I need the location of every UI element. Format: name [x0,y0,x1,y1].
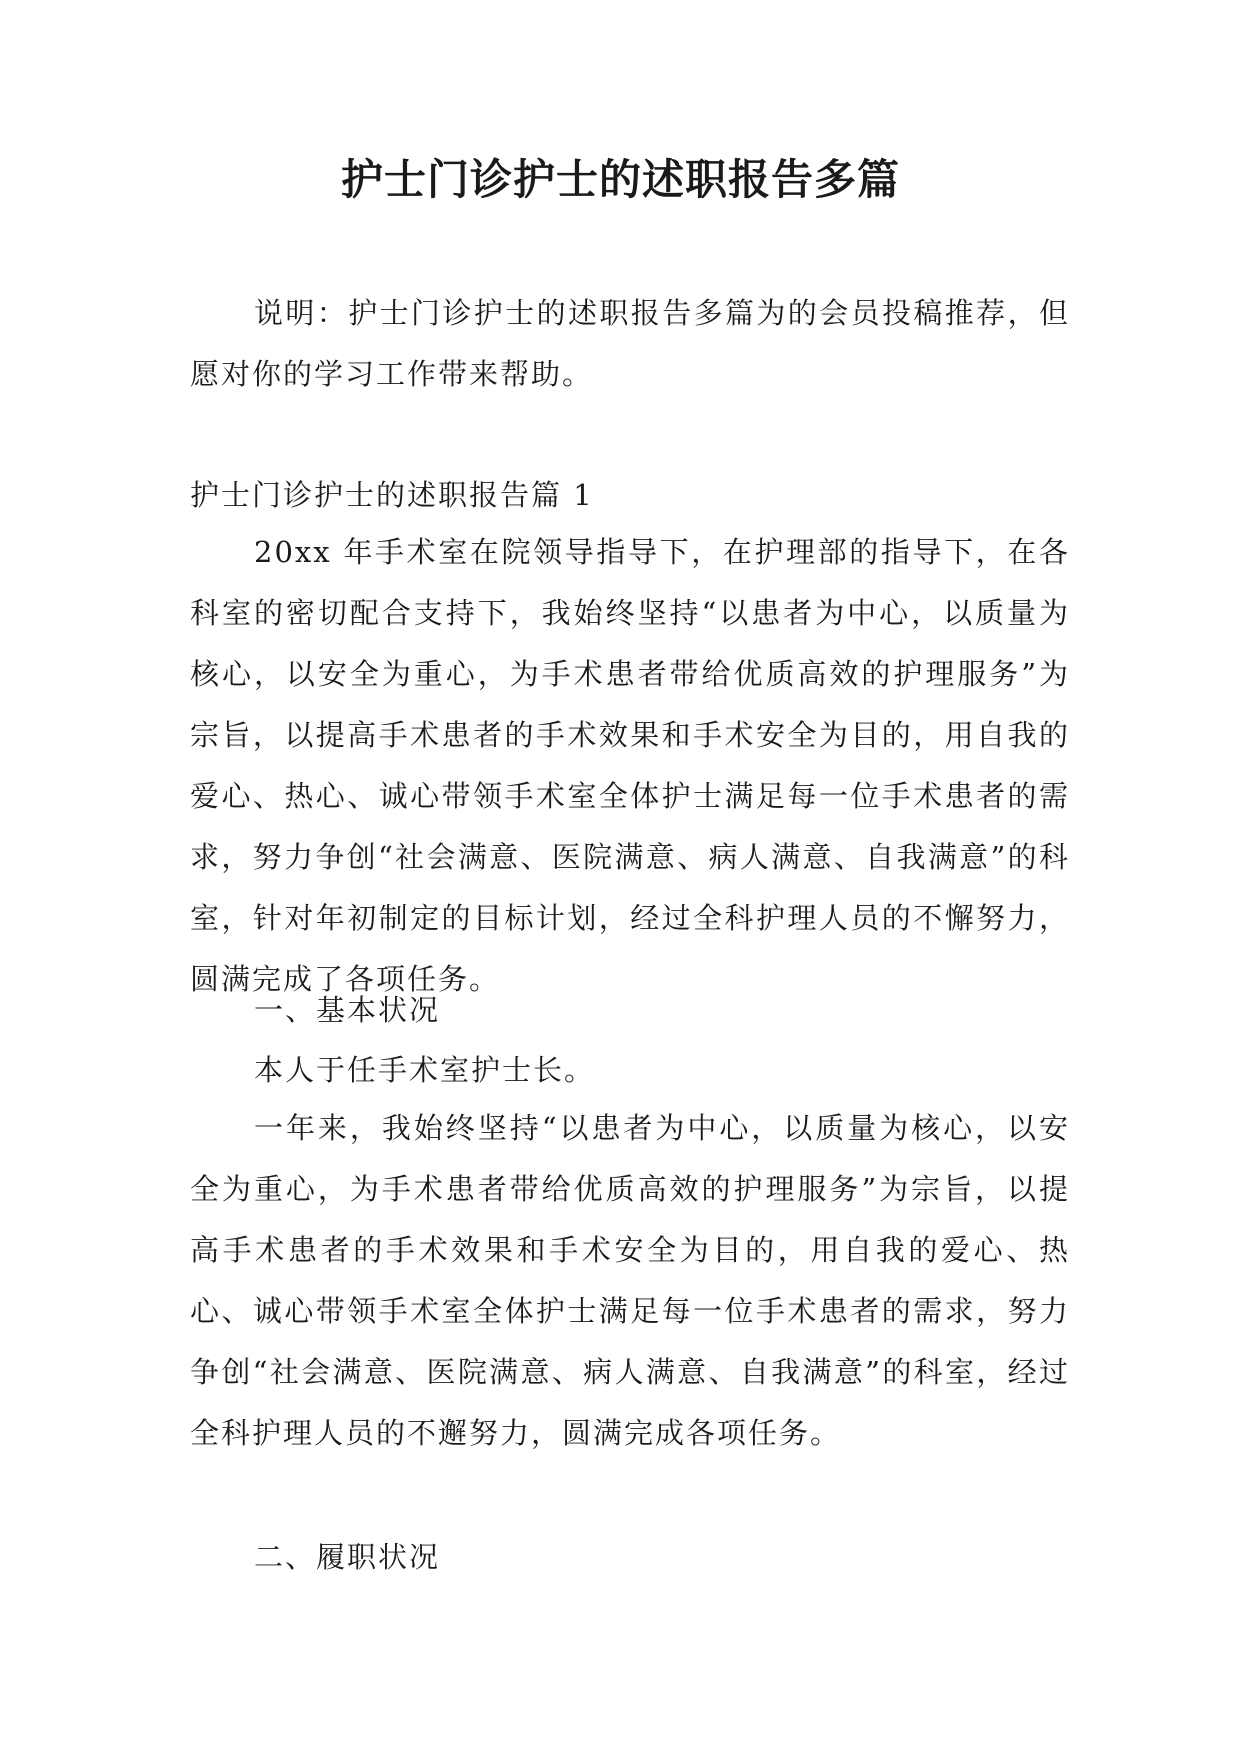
document-title: 护士门诊护士的述职报告多篇 [340,155,900,204]
section-body-basic: 本人于任手术室护士长。 [254,1053,596,1087]
report-heading: 护士门诊护士的述职报告篇 1 [190,478,594,512]
intro-paragraph: 说明：护士门诊护士的述职报告多篇为的会员投稿推荐，但愿对你的学习工作带来帮助。 [190,296,1070,391]
section-heading-duties: 二、履职状况 [254,1540,441,1574]
section-heading-basic: 一、基本状况 [254,993,441,1027]
body-paragraph-1: 20xx 年手术室在院领导指导下，在护理部的指导下，在各科室的密切配合支持下，我始终坚持“以患者为中心，以质量为核心，以安全为重心，为手术患者带给优质高效的护理服务”为宗旨，以提高手术患者的手术效果和手术安全为目的，用自我的爱心、热心、诚心带领手术室全体护士满足每一位手术患者的需求，努力争创“社会满意、医院满意、病人满意、自我满意”的科室，针对年初制定的目标计划，经过全科护理人员的不懈努力，圆满完成了各项任务。 [190,535,1070,996]
body-paragraph-2: 一年来，我始终坚持“以患者为中心，以质量为核心，以安全为重心，为手术患者带给优质高效的护理服务”为宗旨，以提高手术患者的手术效果和手术安全为目的，用自我的爱心、热心、诚心带领手术室全体护士满足每一位手术患者的需求，努力争创“社会满意、医院满意、病人满意、自我满意”的科室，经过全科护理人员的不邂努力，圆满完成各项任务。 [190,1111,1070,1450]
